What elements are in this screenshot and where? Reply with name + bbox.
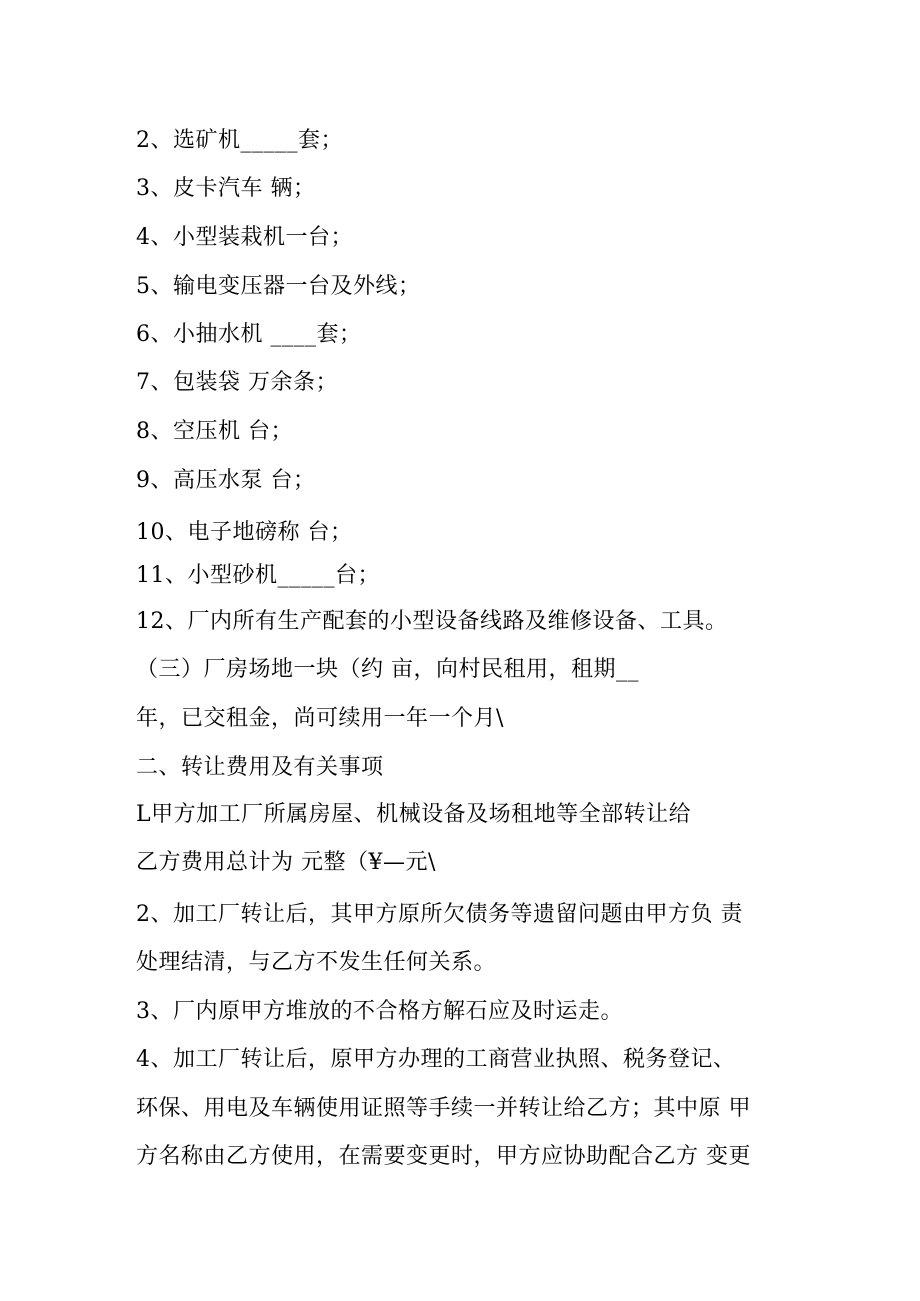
text-line-11: 12、厂内所有生产配套的小型设备线路及维修设备、工具。 [136, 609, 728, 634]
text-line-19: 3、厂内原甲方堆放的不合格方解石应及时运走。 [136, 999, 623, 1024]
text-line-21: 环保、用电及车辆使用证照等手续一并转让给乙方；其中原 甲 [136, 1096, 751, 1121]
text-line-3: 4、小型装栽机一台； [136, 225, 353, 250]
section-heading: 二、转让费用及有关事项 [136, 755, 384, 780]
text-line-12: （三）厂房场地一块（约 亩，向村民租用，租期__ [136, 657, 639, 682]
text-line-9: 10、电子地磅称 台； [136, 520, 353, 545]
text-line-15: L甲方加工厂所属房屋、机械设备及场租地等全部转让给 [136, 802, 692, 827]
text-line-20: 4、加工厂转让后，原甲方办理的工商营业执照、税务登记、 [136, 1047, 736, 1072]
text-line-10: 11、小型砂机_____台； [136, 563, 380, 588]
text-line-4: 5、输电变压器一台及外线； [136, 274, 421, 299]
text-line-13: 年，已交租金，尚可续用一年一个月\ [136, 706, 504, 731]
text-line-16: 乙方费用总计为 元整（¥—元\ [136, 850, 436, 875]
text-line-17: 2、加工厂转让后，其甲方原所欠债务等遗留问题由甲方负 责 [136, 902, 743, 927]
text-line-8: 9、高压水泵 台； [136, 468, 316, 493]
text-line-6: 7、包装袋 万余条； [136, 370, 338, 395]
text-line-5: 6、小抽水机 ____套； [136, 322, 362, 347]
text-line-2: 3、皮卡汽车 辆； [136, 176, 316, 201]
text-line-22: 方名称由乙方使用，在需要变更时，甲方应协助配合乙方 变更 [136, 1144, 751, 1169]
text-line-7: 8、空压机 台； [136, 419, 293, 444]
text-line-1: 2、选矿机_____套； [136, 128, 343, 153]
text-line-18: 处理结清，与乙方不发生任何关系。 [136, 950, 497, 975]
